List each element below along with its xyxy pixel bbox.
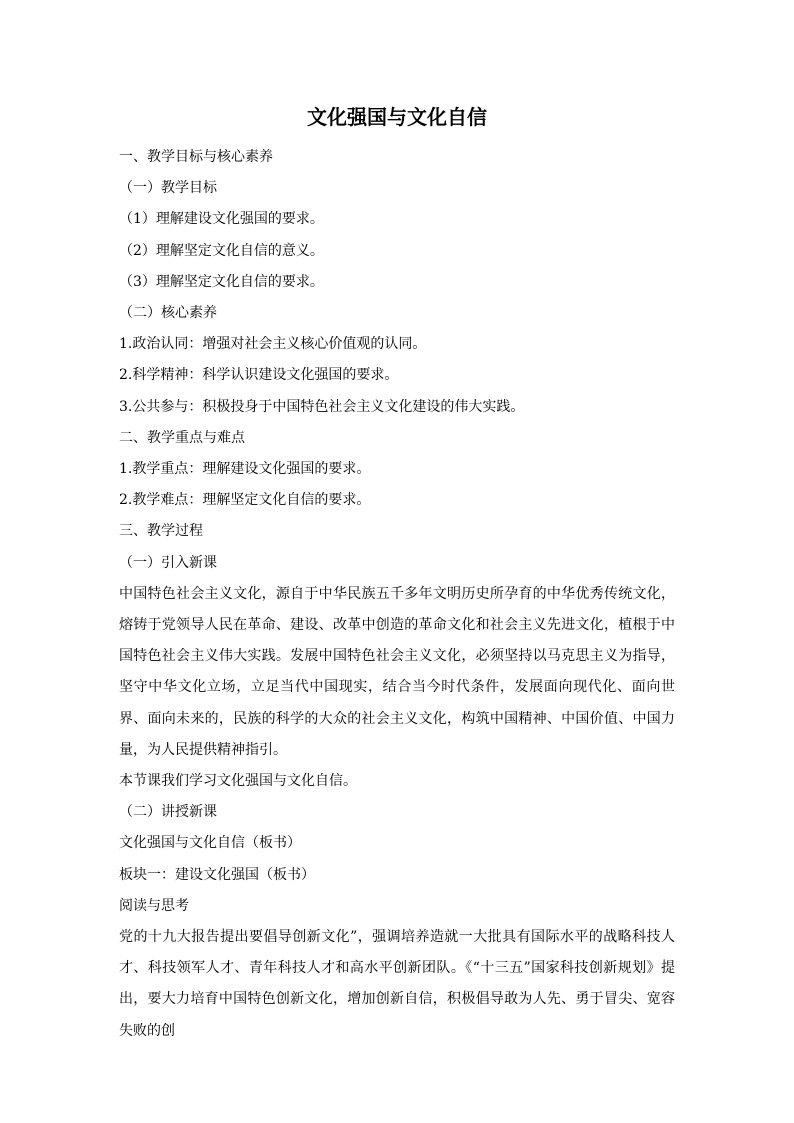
key-point-item: 2.教学难点：理解坚定文化自信的要求。 — [119, 492, 371, 509]
key-point-item: 1.教学重点：理解建设文化强国的要求。 — [119, 461, 371, 478]
document-title: 文化强国与文化自信 — [307, 105, 487, 129]
literacy-item: 2.科学精神：科学认识建设文化强国的要求。 — [119, 367, 399, 384]
reading-paragraph: 党的十九大报告提出要倡导创新文化”，强调培养造就一大批具有国际水平的战略科技人才、科技领军人才、青年科技人才和高水平创新团队。《“十三五”国家科技创新规划》提出，要大力培育中国特色创新文化，增加创新自信，积极倡导敢为人先、勇于冒尖、宽容失败的创 — [119, 929, 675, 1039]
reading-heading: 阅读与思考 — [119, 897, 189, 914]
heading-process: 三、教学过程 — [119, 523, 203, 540]
intro-paragraph: 中国特色社会主义文化，源自于中华民族五千多年文明历史所孕育的中华优秀传统文化，熔铸于党领导人民在革命、建设、改革中创造的革命文化和社会主义先进文化，植根于中国特色社会主义伟大实践。发展中国特色社会主义文化，必须坚持以马克思主义为指导，坚守中华文化立场，立足当代中国现实，结合当今时代条件，发展面向现代化、面向世界、面向未来的，民族的科学的大众的社会主义文化，构筑中国精神、中国价值、中国力量，为人民提供精神指引。 — [119, 585, 675, 758]
board-section: 板块一：建设文化强国（板书） — [119, 866, 315, 883]
subheading-teaching-goals: （一）教学目标 — [119, 180, 217, 197]
literacy-item: 1.政治认同：增强对社会主义核心价值观的认同。 — [119, 336, 427, 353]
heading-key-points: 二、教学重点与难点 — [119, 429, 245, 446]
goal-item: （1）理解建设文化强国的要求。 — [119, 211, 324, 228]
heading-objectives: 一、教学目标与核心素养 — [119, 149, 273, 165]
goal-item: （3）理解坚定文化自信的要求。 — [119, 273, 324, 290]
subheading-core-literacy: （二）核心素养 — [119, 305, 217, 322]
lesson-statement: 本节课我们学习文化强国与文化自信。 — [119, 773, 357, 790]
document-body — [119, 142, 675, 1047]
subheading-intro: （一）引入新课 — [119, 554, 217, 571]
board-title: 文化强国与文化自信（板书） — [119, 835, 301, 852]
goal-item: （2）理解坚定文化自信的意义。 — [119, 242, 324, 259]
subheading-new-lesson: （二）讲授新课 — [119, 804, 217, 821]
literacy-item: 3.公共参与：积极投身于中国特色社会主义文化建设的伟大实践。 — [119, 398, 525, 415]
